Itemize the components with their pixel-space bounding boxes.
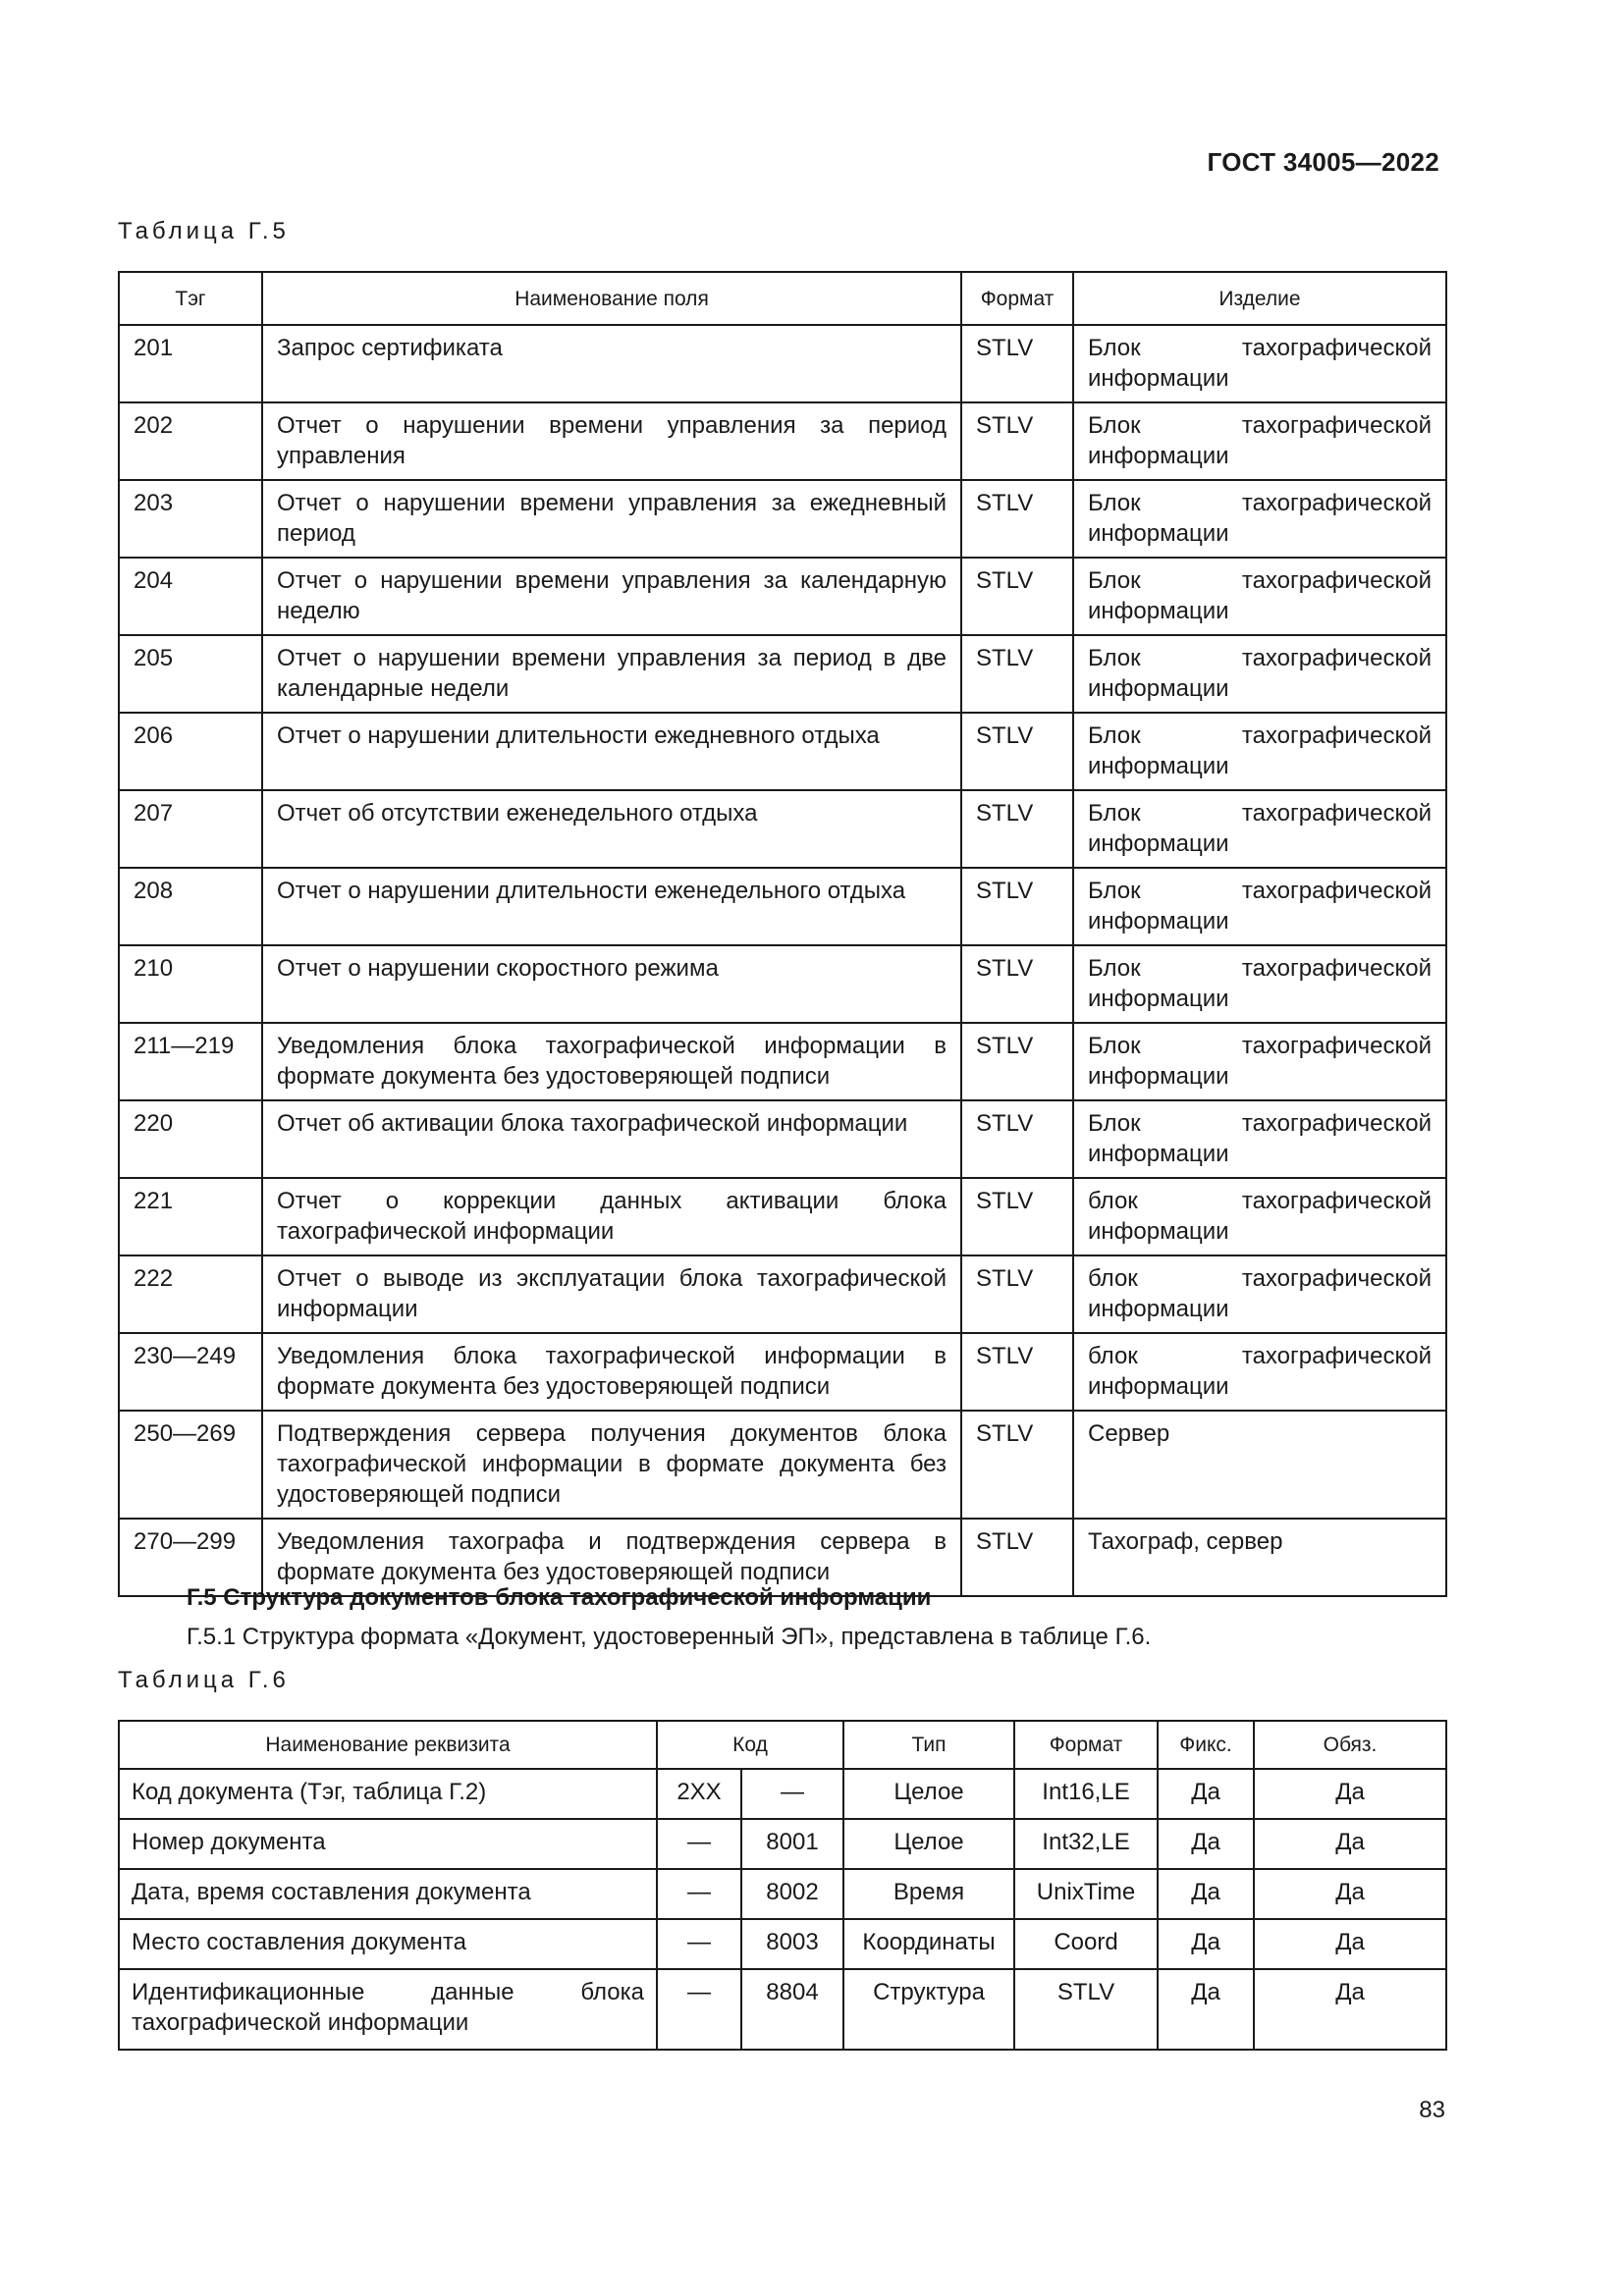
table-row [119, 790, 1446, 868]
type-cell: Целое [843, 1769, 1014, 1819]
tag-cell: 206 [119, 713, 262, 790]
required-cell: Да [1254, 1869, 1446, 1919]
tag-cell: 270—299 [119, 1519, 262, 1596]
product-cell: Блок тахографической информации [1073, 558, 1446, 635]
column-header-tag: Тэг [119, 272, 262, 325]
field-name-cell: Отчет о нарушении времени управления за календарную неделю [262, 558, 961, 635]
column-header-code: Код [657, 1721, 843, 1769]
format-cell: STLV [961, 1519, 1073, 1596]
fixed-cell: Да [1158, 1919, 1254, 1969]
table-row [119, 1769, 1446, 1819]
format-cell: STLV [1014, 1969, 1158, 2050]
required-cell: Да [1254, 1769, 1446, 1819]
tag-cell: 220 [119, 1100, 262, 1178]
product-cell: Сервер [1073, 1411, 1446, 1519]
table-row [119, 1919, 1446, 1969]
field-name-cell: Отчет о нарушении длительности еженедельного отдыха [262, 868, 961, 945]
column-header-type: Тип [843, 1721, 1014, 1769]
format-cell: STLV [961, 402, 1073, 480]
fixed-cell: Да [1158, 1819, 1254, 1869]
format-cell: UnixTime [1014, 1869, 1158, 1919]
column-header-attribute-name: Наименование реквизита [119, 1721, 657, 1769]
product-cell: Блок тахографической информации [1073, 790, 1446, 868]
product-cell: Блок тахографической информации [1073, 635, 1446, 713]
code-cell: 8003 [741, 1919, 843, 1969]
column-header-field-name: Наименование поля [262, 272, 961, 325]
table-row [119, 1333, 1446, 1411]
table-row [119, 635, 1446, 713]
fixed-cell: Да [1158, 1969, 1254, 2050]
field-name-cell: Отчет о коррекции данных активации блока тахографической информации [262, 1178, 961, 1255]
product-cell: Блок тахографической информации [1073, 325, 1446, 402]
field-name-cell: Отчет об отсутствии еженедельного отдыха [262, 790, 961, 868]
field-name-cell: Уведомления блока тахографической информации в формате документа без удостоверяющей подписи [262, 1023, 961, 1100]
code-cell: 8001 [741, 1819, 843, 1869]
required-cell: Да [1254, 1819, 1446, 1869]
table-row [119, 1819, 1446, 1869]
attribute-name-cell: Код документа (Тэг, таблица Г.2) [119, 1769, 657, 1819]
format-cell: STLV [961, 713, 1073, 790]
table-row [119, 480, 1446, 558]
format-cell: STLV [961, 480, 1073, 558]
format-cell: STLV [961, 558, 1073, 635]
format-cell: Int32,LE [1014, 1819, 1158, 1869]
product-cell: Блок тахографической информации [1073, 1023, 1446, 1100]
field-name-cell: Отчет о нарушении длительности ежедневного отдыха [262, 713, 961, 790]
section-paragraph: Г.5.1 Структура формата «Документ, удостоверенный ЭП», представлена в таблице Г.6. [187, 1624, 1152, 1650]
table-row [119, 1869, 1446, 1919]
table-row [119, 1178, 1446, 1255]
required-cell: Да [1254, 1969, 1446, 2050]
code-cell: — [741, 1769, 843, 1819]
product-cell: блок тахографической информации [1073, 1178, 1446, 1255]
table-row [119, 1411, 1446, 1519]
table-row [119, 713, 1446, 790]
field-name-cell: Подтверждения сервера получения документов блока тахографической информации в формате документа без удостоверяющей подписи [262, 1411, 961, 1519]
product-cell: Блок тахографической информации [1073, 868, 1446, 945]
field-name-cell: Уведомления блока тахографической информации в формате документа без удостоверяющей подписи [262, 1333, 961, 1411]
fixed-cell: Да [1158, 1769, 1254, 1819]
code-prefix-cell: 2XX [657, 1769, 741, 1819]
format-cell: STLV [961, 790, 1073, 868]
field-name-cell: Отчет о нарушении времени управления за период в две календарные недели [262, 635, 961, 713]
product-cell: блок тахографической информации [1073, 1333, 1446, 1411]
tag-cell: 221 [119, 1178, 262, 1255]
required-cell: Да [1254, 1919, 1446, 1969]
product-cell: Блок тахографической информации [1073, 1100, 1446, 1178]
page-number: 83 [1419, 2097, 1445, 2123]
column-header-fixed: Фикс. [1158, 1721, 1254, 1769]
tag-cell: 205 [119, 635, 262, 713]
field-name-cell: Отчет об активации блока тахографической информации [262, 1100, 961, 1178]
format-cell: STLV [961, 1023, 1073, 1100]
type-cell: Время [843, 1869, 1014, 1919]
table-g5 [118, 271, 1447, 1597]
field-name-cell: Запрос сертификата [262, 325, 961, 402]
field-name-cell: Уведомления тахографа и подтверждения сервера в формате документа без удостоверяющей подписи [262, 1519, 961, 1596]
table-row [119, 325, 1446, 402]
format-cell: STLV [961, 945, 1073, 1023]
table-row [119, 1100, 1446, 1178]
field-name-cell: Отчет о выводе из эксплуатации блока тахографической информации [262, 1255, 961, 1333]
format-cell: STLV [961, 1255, 1073, 1333]
column-header-product: Изделие [1073, 272, 1446, 325]
type-cell: Координаты [843, 1919, 1014, 1969]
tag-cell: 208 [119, 868, 262, 945]
format-cell: STLV [961, 1411, 1073, 1519]
format-cell: STLV [961, 1333, 1073, 1411]
table-header-row [119, 272, 1446, 325]
code-prefix-cell: — [657, 1819, 741, 1869]
table-row [119, 1969, 1446, 2050]
tag-cell: 204 [119, 558, 262, 635]
code-prefix-cell: — [657, 1869, 741, 1919]
format-cell: Int16,LE [1014, 1769, 1158, 1819]
attribute-name-cell: Идентификационные данные блока тахографической информации [119, 1969, 657, 2050]
product-cell: Блок тахографической информации [1073, 713, 1446, 790]
tag-cell: 230—249 [119, 1333, 262, 1411]
code-cell: 8002 [741, 1869, 843, 1919]
table-row [119, 1255, 1446, 1333]
table-row [119, 868, 1446, 945]
format-cell: STLV [961, 868, 1073, 945]
code-prefix-cell: — [657, 1969, 741, 2050]
format-cell: STLV [961, 325, 1073, 402]
field-name-cell: Отчет о нарушении времени управления за ежедневный период [262, 480, 961, 558]
format-cell: STLV [961, 1178, 1073, 1255]
table-row [119, 402, 1446, 480]
tag-cell: 210 [119, 945, 262, 1023]
table-g6-caption: Таблица Г.6 [118, 1667, 290, 1693]
product-cell: Блок тахографической информации [1073, 402, 1446, 480]
tag-cell: 211—219 [119, 1023, 262, 1100]
tag-cell: 250—269 [119, 1411, 262, 1519]
table-row [119, 1023, 1446, 1100]
product-cell: Тахограф, сервер [1073, 1519, 1446, 1596]
code-cell: 8804 [741, 1969, 843, 2050]
table-header-row [119, 1721, 1446, 1769]
tag-cell: 202 [119, 402, 262, 480]
table-g6 [118, 1720, 1447, 2051]
tag-cell: 207 [119, 790, 262, 868]
column-header-format: Формат [961, 272, 1073, 325]
tag-cell: 222 [119, 1255, 262, 1333]
tag-cell: 201 [119, 325, 262, 402]
column-header-required: Обяз. [1254, 1721, 1446, 1769]
table-g5-caption: Таблица Г.5 [118, 218, 290, 244]
attribute-name-cell: Дата, время составления документа [119, 1869, 657, 1919]
table-row [119, 558, 1446, 635]
product-cell: Блок тахографической информации [1073, 480, 1446, 558]
document-id: ГОСТ 34005—2022 [1207, 147, 1439, 177]
attribute-name-cell: Номер документа [119, 1819, 657, 1869]
field-name-cell: Отчет о нарушении времени управления за период управления [262, 402, 961, 480]
format-cell: STLV [961, 1100, 1073, 1178]
type-cell: Целое [843, 1819, 1014, 1869]
product-cell: Блок тахографической информации [1073, 945, 1446, 1023]
type-cell: Структура [843, 1969, 1014, 2050]
table-row [119, 945, 1446, 1023]
format-cell: Coord [1014, 1919, 1158, 1969]
code-prefix-cell: — [657, 1919, 741, 1969]
format-cell: STLV [961, 635, 1073, 713]
fixed-cell: Да [1158, 1869, 1254, 1919]
field-name-cell: Отчет о нарушении скоростного режима [262, 945, 961, 1023]
product-cell: блок тахографической информации [1073, 1255, 1446, 1333]
attribute-name-cell: Место составления документа [119, 1919, 657, 1969]
section-heading: Г.5 Структура документов блока тахографической информации [187, 1584, 932, 1611]
column-header-format: Формат [1014, 1721, 1158, 1769]
tag-cell: 203 [119, 480, 262, 558]
